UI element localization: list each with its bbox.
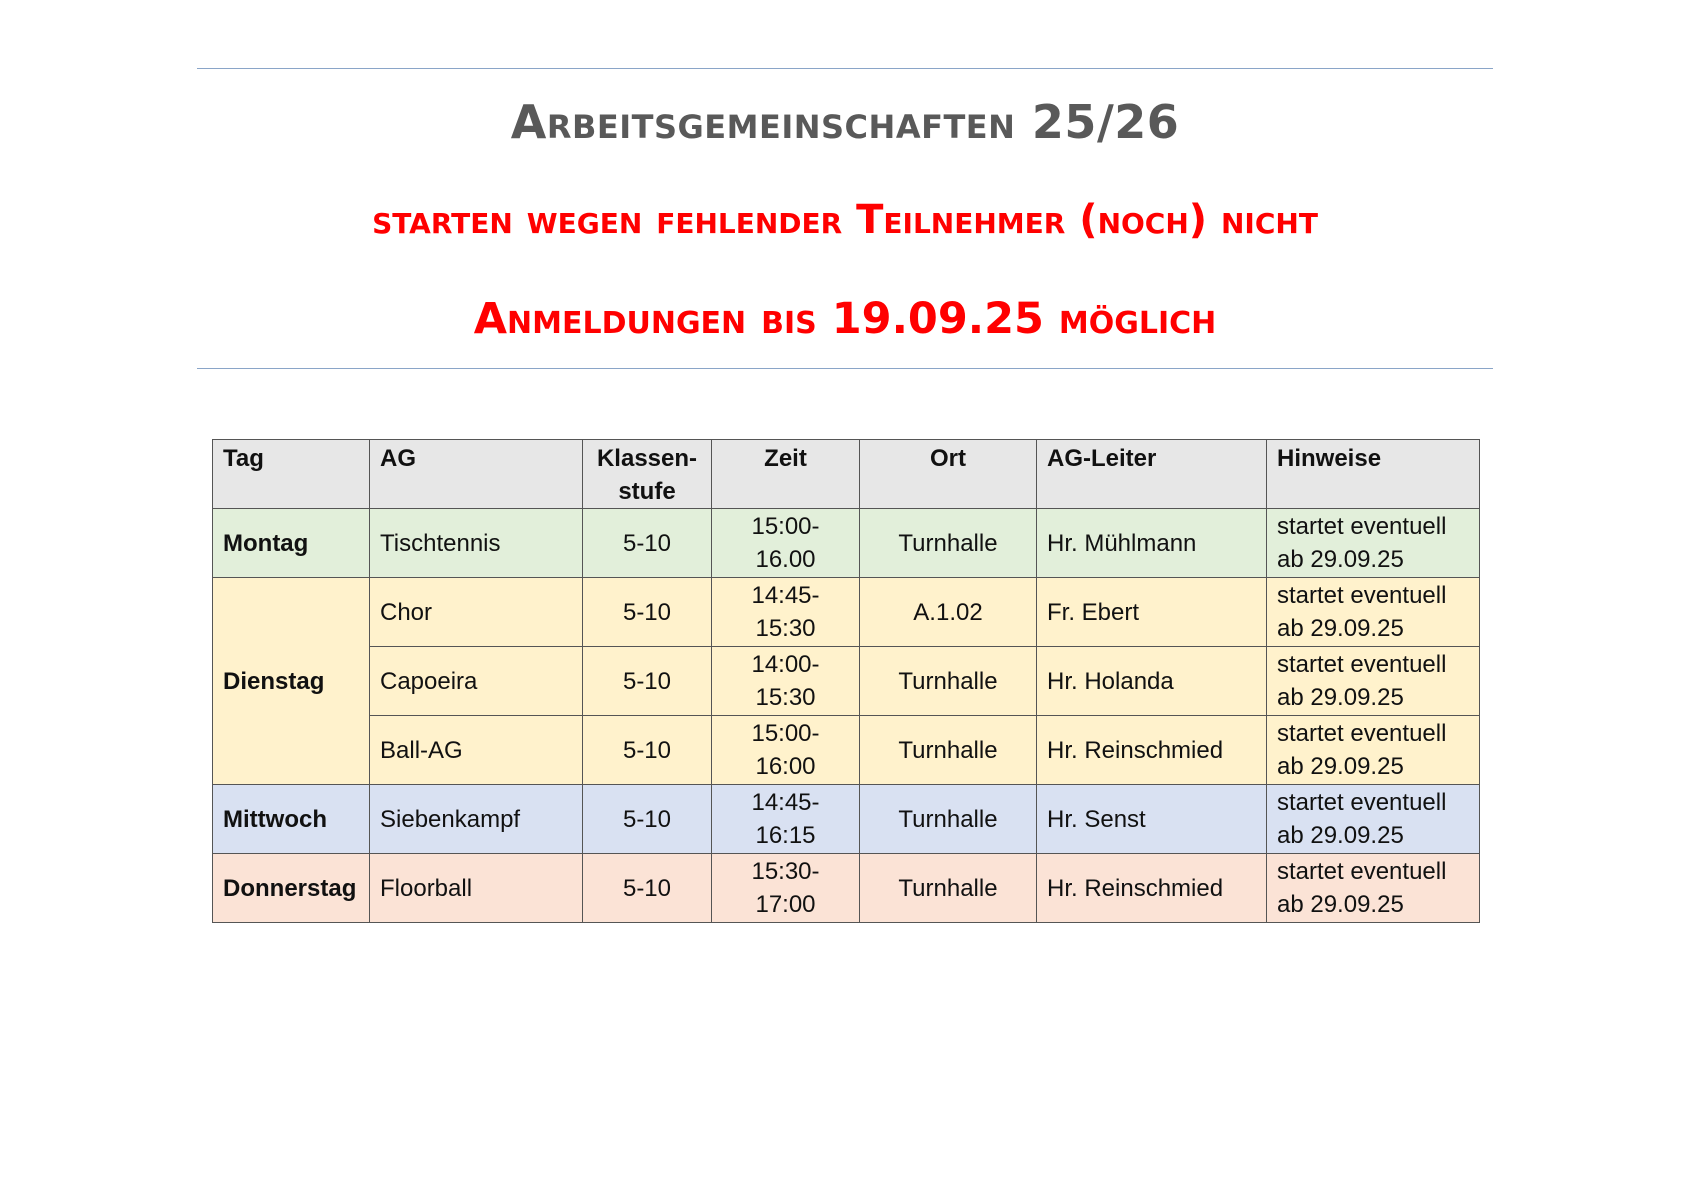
column-header-klassenstufe: Klassen- stufe [583,440,712,509]
ag-name-cell: Tischtennis [370,509,583,578]
note-cell: startet eventuell ab 29.09.25 [1267,509,1480,578]
time-cell: 14:45- 16:15 [712,785,860,854]
time-cell: 15:30- 17:00 [712,854,860,923]
ag-name-cell: Siebenkampf [370,785,583,854]
location-cell: Turnhalle [860,647,1037,716]
column-header-tag: Tag [213,440,370,509]
table-row [213,509,1480,578]
table-row [213,854,1480,923]
leader-cell: Hr. Senst [1037,785,1267,854]
notice-not-starting: starten wegen fehlender Teilnehmer (noch) nicht [372,197,1318,243]
column-header-ag: AG [370,440,583,509]
day-cell: Dienstag [213,578,370,785]
grade-cell: 5-10 [583,854,712,923]
table-header-row [213,440,1480,509]
location-cell: Turnhalle [860,785,1037,854]
location-cell: Turnhalle [860,509,1037,578]
leader-cell: Hr. Holanda [1037,647,1267,716]
table-row [213,716,1480,785]
table-row [213,647,1480,716]
ag-name-cell: Chor [370,578,583,647]
ag-name-cell: Ball-AG [370,716,583,785]
page-title: Arbeitsgemeinschaften 25/26 [510,95,1180,149]
note-cell: startet eventuell ab 29.09.25 [1267,854,1480,923]
ag-schedule-table [212,439,1480,923]
time-cell: 14:45- 15:30 [712,578,860,647]
column-header-ort: Ort [860,440,1037,509]
ag-name-cell: Floorball [370,854,583,923]
table-row [213,785,1480,854]
day-cell: Montag [213,509,370,578]
location-cell: Turnhalle [860,854,1037,923]
bottom-divider [197,368,1493,369]
grade-cell: 5-10 [583,509,712,578]
grade-cell: 5-10 [583,578,712,647]
grade-cell: 5-10 [583,785,712,854]
note-cell: startet eventuell ab 29.09.25 [1267,578,1480,647]
grade-cell: 5-10 [583,647,712,716]
leader-cell: Fr. Ebert [1037,578,1267,647]
note-cell: startet eventuell ab 29.09.25 [1267,716,1480,785]
location-cell: A.1.02 [860,578,1037,647]
time-cell: 15:00- 16:00 [712,716,860,785]
column-header-zeit: Zeit [712,440,860,509]
note-cell: startet eventuell ab 29.09.25 [1267,785,1480,854]
column-header-ag-leiter: AG-Leiter [1037,440,1267,509]
leader-cell: Hr. Reinschmied [1037,854,1267,923]
leader-cell: Hr. Mühlmann [1037,509,1267,578]
day-cell: Donnerstag [213,854,370,923]
time-cell: 14:00- 15:30 [712,647,860,716]
column-header-hinweise: Hinweise [1267,440,1480,509]
grade-cell: 5-10 [583,716,712,785]
day-cell: Mittwoch [213,785,370,854]
table-row [213,578,1480,647]
ag-name-cell: Capoeira [370,647,583,716]
note-cell: startet eventuell ab 29.09.25 [1267,647,1480,716]
time-cell: 15:00- 16.00 [712,509,860,578]
leader-cell: Hr. Reinschmied [1037,716,1267,785]
registration-deadline: Anmeldungen bis 19.09.25 möglich [473,294,1217,344]
location-cell: Turnhalle [860,716,1037,785]
top-divider [197,68,1493,69]
